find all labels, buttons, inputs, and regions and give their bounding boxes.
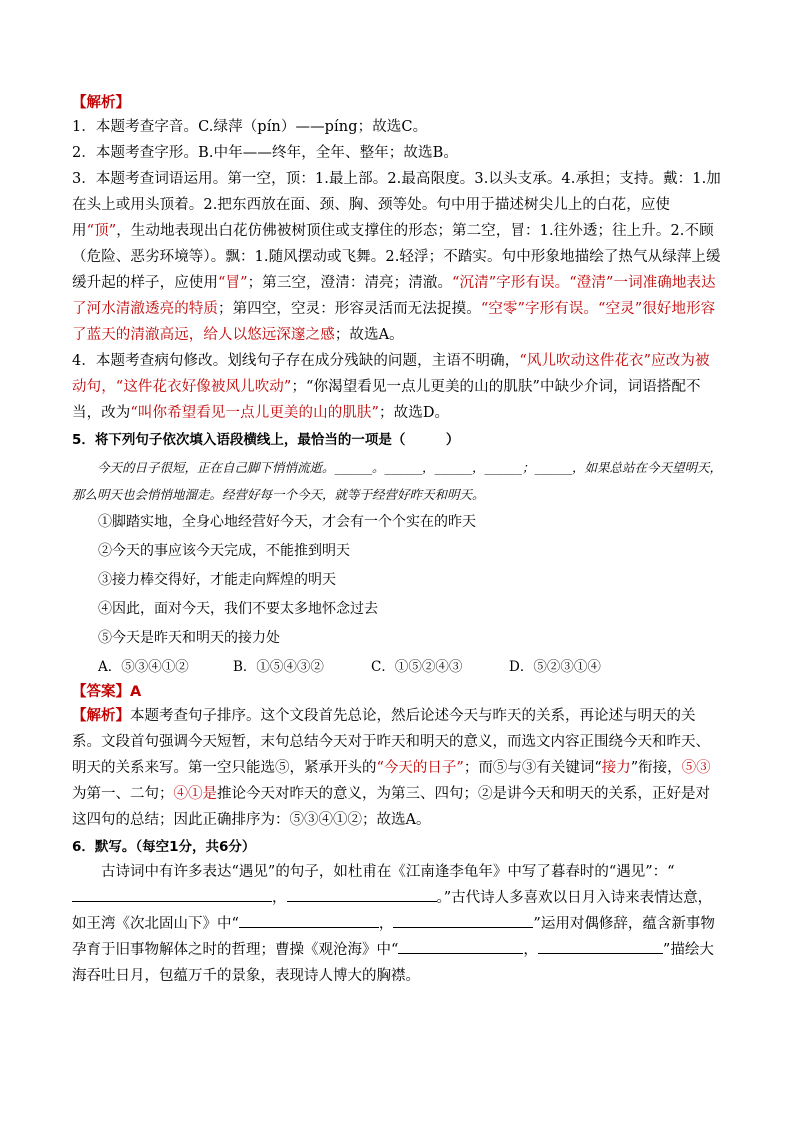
blank-6[interactable] [538,939,663,954]
item4-red-2: “叫你希望看见一点儿更美的山的肌肤” [130,405,380,421]
blank-4[interactable] [393,913,533,928]
q6-text-7: ”描绘大海吞吐日月，包蕴万千的景象，表现诗人博大的胸襟。 [72,942,714,984]
answer-value: A [130,684,142,700]
blank-1b[interactable] [122,887,272,902]
item3-red-2: “冒” [218,275,248,291]
question-5-title: 5．将下列句子依次填入语段横线上，最恰当的一项是（ ） [72,432,460,448]
item4-red-1: “风儿吹动这件花衣”应改为被动句，“这件花衣好像被风儿吹动” [72,353,710,395]
q5-analysis-e: 推论今天对昨天的意义，为第三、四句；②是讲今天和明天的关系，正好是对这四句的总结；因此正确排序为：⑤③④①②；故选A。 [72,786,710,828]
q6-text-5: ”运用对偶修辞，蕴含新事物孕育于旧事物解体之时的哲理；曹操《观沧海》中“ [72,916,715,958]
blank-1[interactable] [72,887,122,902]
question-5-passage: 今天的日子很短，正在自己脚下悄悄流逝。______。______，______，______；______，如果总站在今天望明天，那么明天也会悄悄地溜走。经营好每一个今天，就等于经营好昨天和明天。 [72,460,723,502]
item3-red-1: “顶” [86,223,117,239]
analysis-label-5: 【解析】 [72,708,130,724]
question-6-title: 6．默写。（每空1分，共6分） [72,839,256,855]
item3-text-e: ；故选A。 [334,327,404,343]
item4-text-b: ；“你渴望看见一点儿更美的山的肌肤”中缺少介词，词语搭配不当，改为 [72,379,701,421]
q5-analysis-c: ”衔接， [630,760,682,776]
analysis-item-4 [72,348,724,426]
q5-analysis-red-4: ④①是 [173,786,217,802]
item3-red-4: “空零”字形有误。“空灵”很好地形容了蓝天的清澈高远，给人以悠远深邃之感 [72,301,716,343]
q6-text-1: 古诗词中有许多表达“遇见”的句子，如杜甫在《江南逢李龟年》中写了暮春时的“遇见”：“ [101,864,675,880]
q6-text-2: ， [272,890,287,906]
item4-text-c: ；故选D。 [379,405,450,421]
q6-text-4: ， [378,916,394,932]
blank-5[interactable] [398,939,523,954]
question-5-analysis [72,703,724,833]
q5-analysis-b: ；而⑤与③有关键词“ [463,760,602,776]
blank-3[interactable] [239,913,379,928]
item3-text-c: ；第三空，澄清：清亮；清澈。 [247,275,453,291]
q6-text-6: ， [523,942,538,958]
analysis-item-2: 2．本题考查字形。B.中年——终年，全年、整年；故选B。 [72,145,458,161]
q5-analysis-red-2: 接力 [601,760,631,776]
option-5: ⑤今天是昨天和明天的接力处 [98,630,280,646]
item3-red-3: “沉清”字形有误。“澄清”一词准确地表达了河水清澈透亮的特质 [72,275,716,317]
q6-text-3: 。”古代诗人多喜欢以日月入诗来表情达意，如王湾《次北固山下》中“ [72,890,713,932]
document-page [72,92,724,989]
choice-b: B．①⑤④③② [233,659,324,675]
option-4: ④因此，面对今天，我们不要太多地怀念过去 [98,601,378,617]
option-2: ②今天的事应该今天完成，不能推到明天 [98,543,350,559]
answer-label: 【答案】 [72,684,130,700]
question-6-text [72,859,724,989]
item3-text-a: 3．本题考查词语运用。第一空，顶：1.最上部。2.最高限度。3.以头支承。4.承担；支持。戴：1.加在头上或用头顶着。2.把东西放在面、颈、胸、颈等处。句中用于描述树尖儿上的白花，应使用 [72,171,721,239]
analysis-item-3 [72,166,724,348]
q5-analysis-red-3: ⑤③ [681,760,711,776]
choice-a: A．⑤③④①② [98,659,189,675]
q5-analysis-red-1: “今天的日子” [376,760,464,776]
analysis-header: 【解析】 [72,95,130,111]
option-3: ③接力棒交得好，才能走向辉煌的明天 [98,572,336,588]
item3-text-b: ，生动地表现出白花仿佛被树顶住或支撑住的形态；第二空，冒：1.往外透；往上升。2.不顾（危险、恶劣环境等）。飘：1.随风摆动或飞舞。2.轻浮；不踏实。句中形象地描绘了热气从绿萍上缓缓升起的样子，应使用 [72,223,721,291]
option-1: ①脚踏实地，全身心地经营好今天，才会有一个个实在的昨天 [98,514,476,530]
blank-2[interactable] [287,887,437,902]
item4-text-a: 4．本题考查病句修改。划线句子存在成分残缺的问题，主语不明确， [72,353,520,369]
item3-text-d: ；第四空，空灵：形容灵活而无法捉摸。 [218,301,481,317]
answer-choices [72,653,724,681]
analysis-item-1: 1．本题考查字音。C.绿萍（pín）——píng；故选C。 [72,119,428,135]
q5-analysis-d: 为第一、二句； [72,786,174,802]
choice-d: D．⑤②③①④ [509,659,601,675]
q5-analysis-a: 本题考查句子排序。这个文段首先总论，然后论述今天与昨天的关系，再论述与明天的关系。文段首句强调今天短暂，末句总结今天对于昨天和明天的意义，而选文内容正围绕今天和昨天、明天的关系来写。第一空只能选⑤，紧承开头的 [72,708,710,776]
answer-line [72,681,724,703]
choice-c: C．①⑤②④③ [371,659,463,675]
